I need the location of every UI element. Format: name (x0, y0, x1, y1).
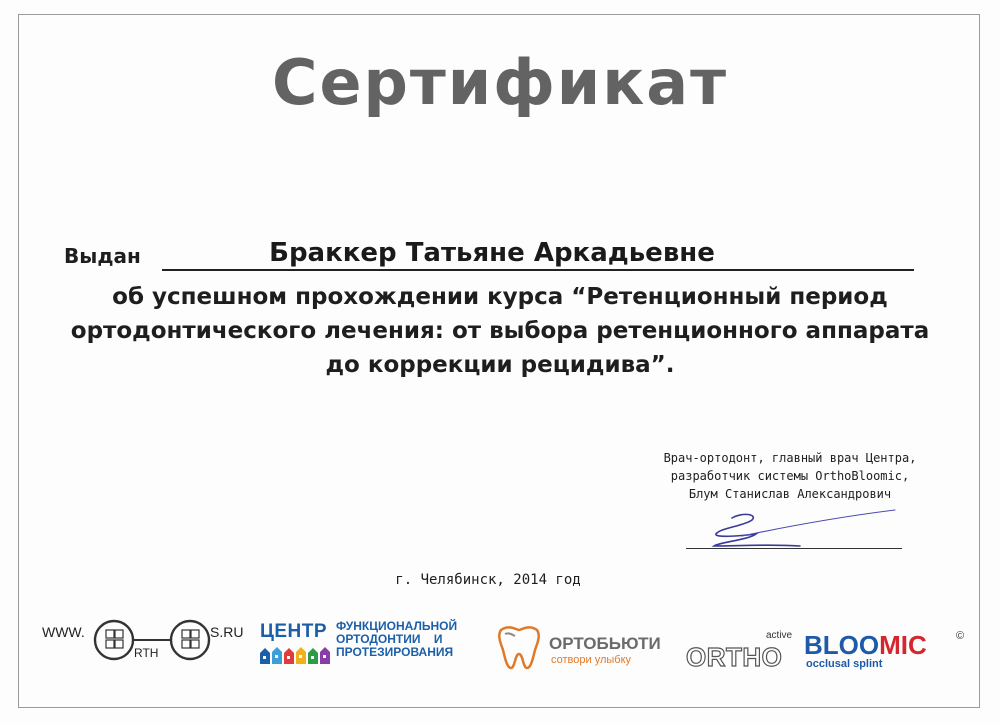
tooth-icon (495, 624, 543, 670)
orthobloomic-active: active (766, 630, 793, 641)
center-logo-line: ФУНКЦИОНАЛЬНОЙ (336, 619, 458, 633)
orthobeauty-tagline: сотвори улыбку (551, 654, 632, 666)
orthos-glasses-icon (92, 616, 212, 668)
orthobloomic-bloom: BLOO (804, 630, 880, 660)
orthobeauty-logo (495, 624, 665, 672)
orthos-logo-suffix: S.RU (210, 624, 244, 640)
houses-icon (260, 646, 332, 664)
recipient-underline (162, 269, 914, 271)
issued-label: Выдан (64, 244, 141, 268)
center-logo-title: ЦЕНТР (260, 621, 328, 642)
orthobloomic-ortho: ORTHO (686, 642, 783, 672)
orthos-logo-rth: RTH (134, 646, 159, 660)
course-description (20, 280, 980, 382)
city-year-text: г. Челябинск, 2014 год (395, 572, 581, 588)
orthobloomic-logo (686, 628, 976, 676)
signer-line: Блум Станислав Александрович (688, 487, 892, 501)
signer-line: разработчик системы OrthoBloomic, (670, 469, 910, 483)
recipient-name: Браккер Татьяне Аркадьевне (269, 238, 715, 268)
orthos-logo-prefix: WWW. (42, 624, 85, 640)
orthos-logo (42, 616, 242, 668)
orthobeauty-name: ОРТОБЬЮТИ (549, 634, 661, 653)
course-line: до коррекции рецидива”. (325, 352, 675, 378)
signer-line: Врач-ортодонт, главный врач Центра, (663, 451, 917, 465)
orthobloomic-mic: MIC (879, 630, 927, 660)
signer-block (630, 449, 950, 503)
certificate-title: Сертификат (271, 46, 729, 119)
center-logo-subtitle (336, 620, 457, 659)
copyright-mark: © (956, 630, 965, 642)
city-year (0, 572, 1000, 588)
center-logo-line: ОРТОДОНТИИ И (336, 632, 443, 646)
orthobloomic-tagline: occlusal splint (806, 658, 883, 670)
course-line: ортодонтического лечения: от выбора ретенционного аппарата (70, 318, 930, 344)
course-line: об успешном прохождении курса “Ретенционный период (112, 284, 888, 310)
center-logo (258, 619, 468, 669)
signature-line (686, 548, 902, 549)
center-logo-line: ПРОТЕЗИРОВАНИЯ (336, 645, 454, 659)
orthobloomic-bloomic (804, 630, 927, 661)
